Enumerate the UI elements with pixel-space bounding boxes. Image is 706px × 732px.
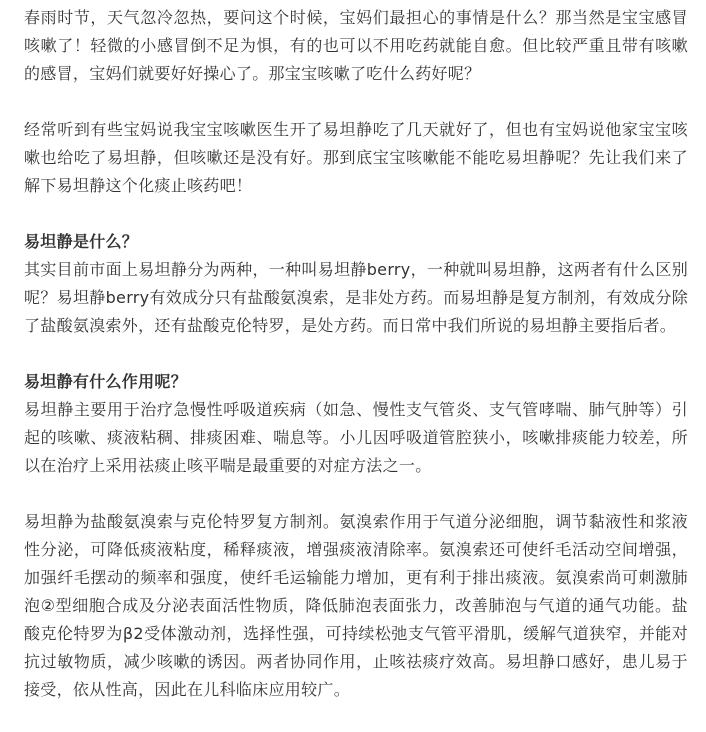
question-paragraph: 经常听到有些宝妈说我宝宝咳嗽医生开了易坦静吃了几天就好了，但也有宝妈说他家宝宝咳嗽也给吃了易坦静，但咳嗽还是没有好。那到底宝宝咳嗽能不能吃易坦静呢？先让我们来了解下易坦静这个化痰止咳药吧！ bbox=[24, 120, 688, 195]
section-body-mechanism: 易坦静为盐酸氨溴索与克伦特罗复方制剂。氨溴索作用于气道分泌细胞，调节黏液性和浆液性分泌，可降低痰液粘度，稀释痰液，增强痰液清除率。氨溴索还可使纤毛活动空间增强，加强纤毛摆动的频率和强度，使纤毛运输能力增加，更有利于排出痰液。氨溴索尚可刺激肺泡②型细胞合成及分泌表面活性物质，降低肺泡表面张力，改善肺泡与气道的通气功能。盐酸克伦特罗为β2受体激动剂，选择性强，可持续松弛支气管平滑肌，缓解气道狭窄，并能对抗过敏物质，减少咳嗽的诱因。两者协同作用，止咳祛痰疗效高。易坦静口感好，患儿易于接受，依从性高，因此在儿科临床应用较广。 bbox=[24, 512, 688, 699]
intro-paragraph: 春雨时节，天气忽冷忽热，要问这个时候，宝妈们最担心的事情是什么？那当然是宝宝感冒咳嗽了！轻微的小感冒倒不足为惧，有的也可以不用吃药就能自愈。但比较严重且带有咳嗽的感冒，宝妈们就要好好操心了。那宝宝咳嗽了吃什么药好呢？ bbox=[24, 8, 688, 83]
section-heading-effects: 易坦静有什么作用呢？ bbox=[24, 372, 188, 391]
section-heading-what-is: 易坦静是什么？ bbox=[24, 232, 139, 251]
article-body bbox=[24, 4, 688, 732]
section-body-effects: 易坦静主要用于治疗急慢性呼吸道疾病（如急、慢性支气管炎、支气管哮喘、肺气肿等）引起的咳嗽、痰液粘稠、排痰困难、喘息等。小儿因呼吸道管腔狭小，咳嗽排痰能力较差，所以在治疗上采用祛痰止咳平喘是最重要的对症方法之一。 bbox=[24, 400, 688, 475]
section-body-what-is: 其实目前市面上易坦静分为两种，一种叫易坦静berry，一种就叫易坦静，这两者有什么区别呢？易坦静berry有效成分只有盐酸氨溴索，是非处方药。而易坦静是复方制剂，有效成分除了盐酸氨溴索外，还有盐酸克伦特罗，是处方药。而日常中我们所说的易坦静主要指后者。 bbox=[24, 260, 688, 335]
